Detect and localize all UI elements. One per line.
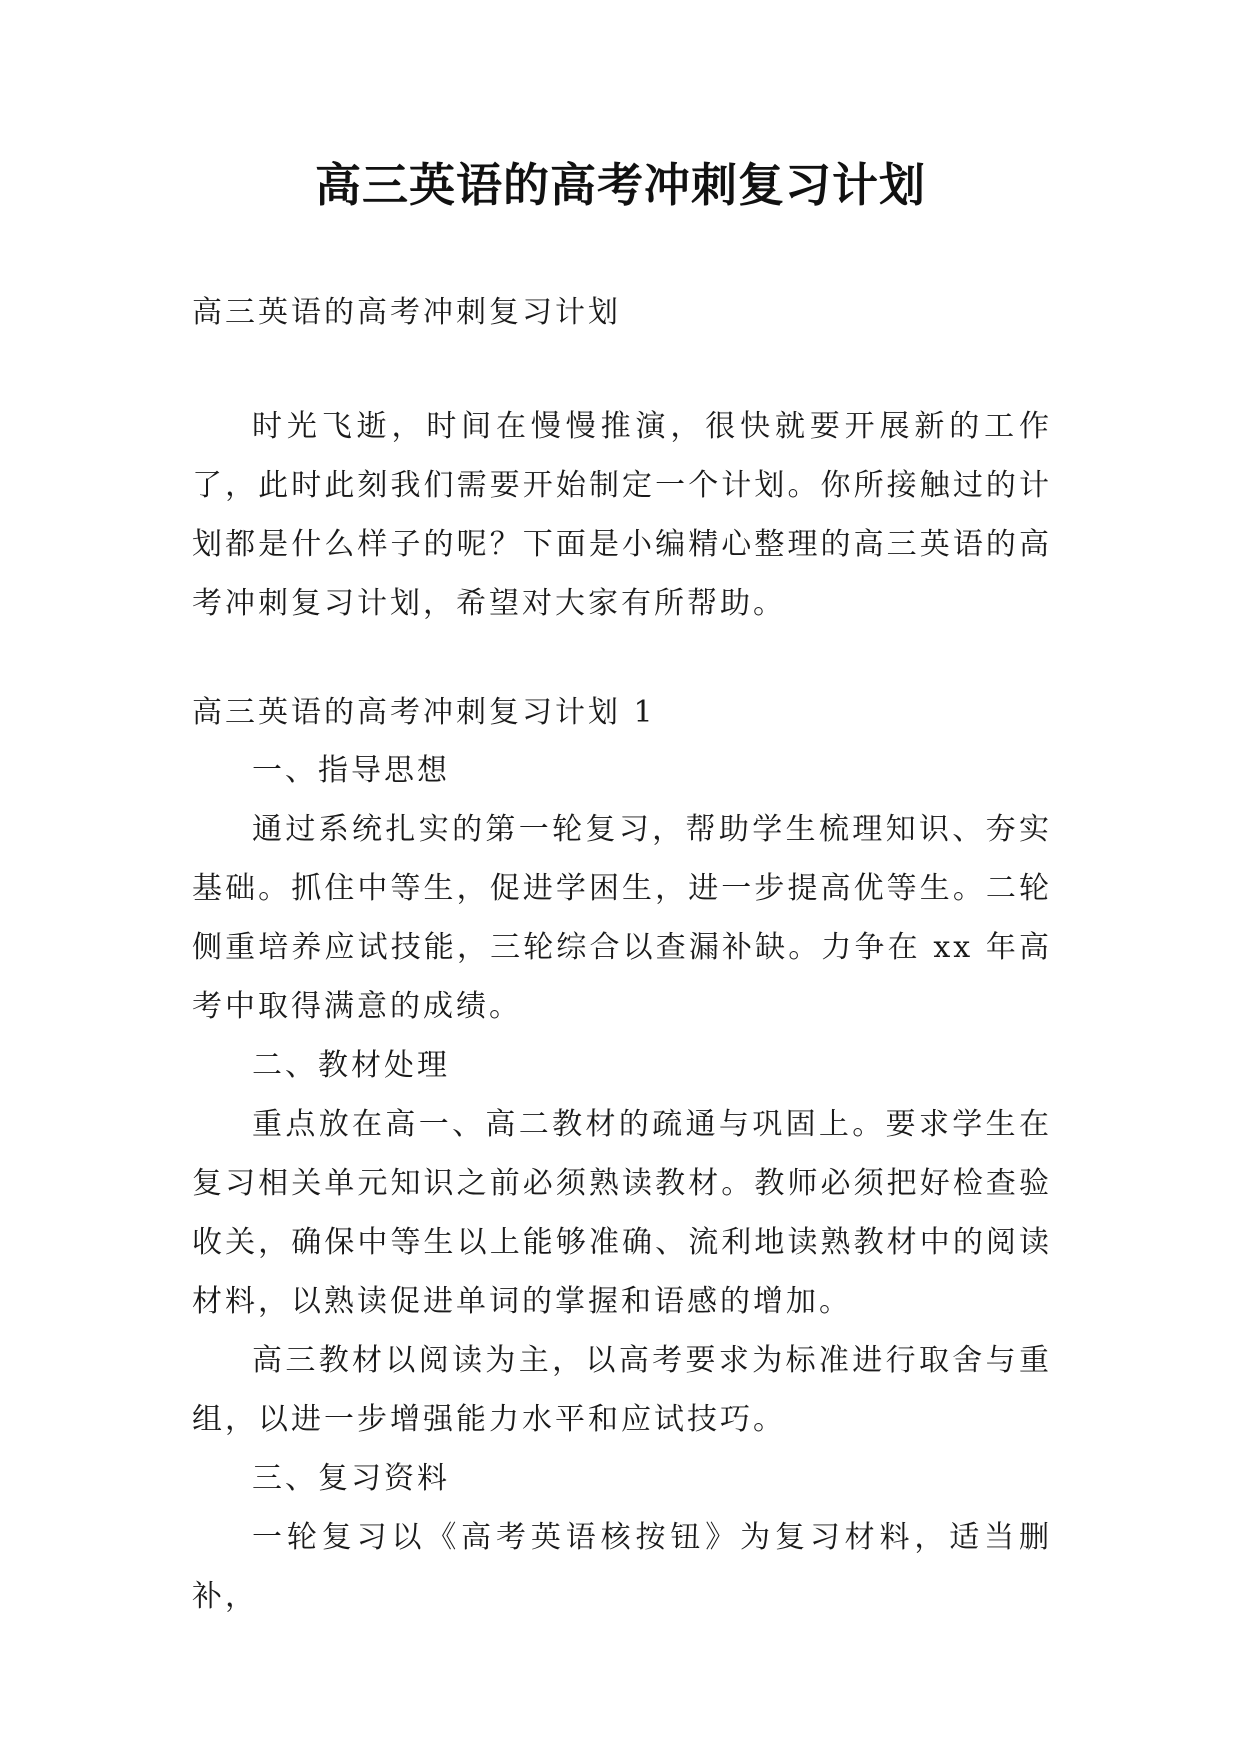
intro-paragraph: 时光飞逝，时间在慢慢推演，很快就要开展新的工作了，此时此刻我们需要开始制定一个计划。你所接触过的计划都是什么样子的呢？下面是小编精心整理的高三英语的高考冲刺复习计划，希望对大家有所帮助。 — [192, 409, 1052, 621]
section-heading: 三、复习资料 — [252, 1461, 450, 1496]
spacer — [192, 341, 1052, 393]
body-paragraph: 高三教材以阅读为主，以高考要求为标准进行取舍与重组，以进一步增强能力水平和应试技巧。 — [192, 1343, 1052, 1437]
section-title: 高三英语的高考冲刺复习计划 1 — [192, 695, 656, 730]
section-heading: 二、教材处理 — [252, 1048, 450, 1083]
document-title: 高三英语的高考冲刺复习计划 — [315, 158, 926, 212]
document-subtitle: 高三英语的高考冲刺复习计划 — [192, 295, 621, 330]
spacer — [192, 633, 1052, 685]
document-body — [192, 285, 1052, 1626]
body-paragraph: 重点放在高一、高二教材的疏通与巩固上。要求学生在复习相关单元知识之前必须熟读教材。教师必须把好检查验收关，确保中等生以上能够准确、流利地读熟教材中的阅读材料，以熟读促进单词的掌握和语感的增加。 — [192, 1107, 1052, 1319]
body-paragraph: 一轮复习以《高考英语核按钮》为复习材料，适当删补， — [192, 1520, 1052, 1614]
section-heading: 一、指导思想 — [252, 753, 450, 788]
body-paragraph: 通过系统扎实的第一轮复习，帮助学生梳理知识、夯实基础。抓住中等生，促进学困生，进一步提高优等生。二轮侧重培养应试技能，三轮综合以查漏补缺。力争在 xx 年高考中取得满意的成绩。 — [192, 812, 1052, 1024]
